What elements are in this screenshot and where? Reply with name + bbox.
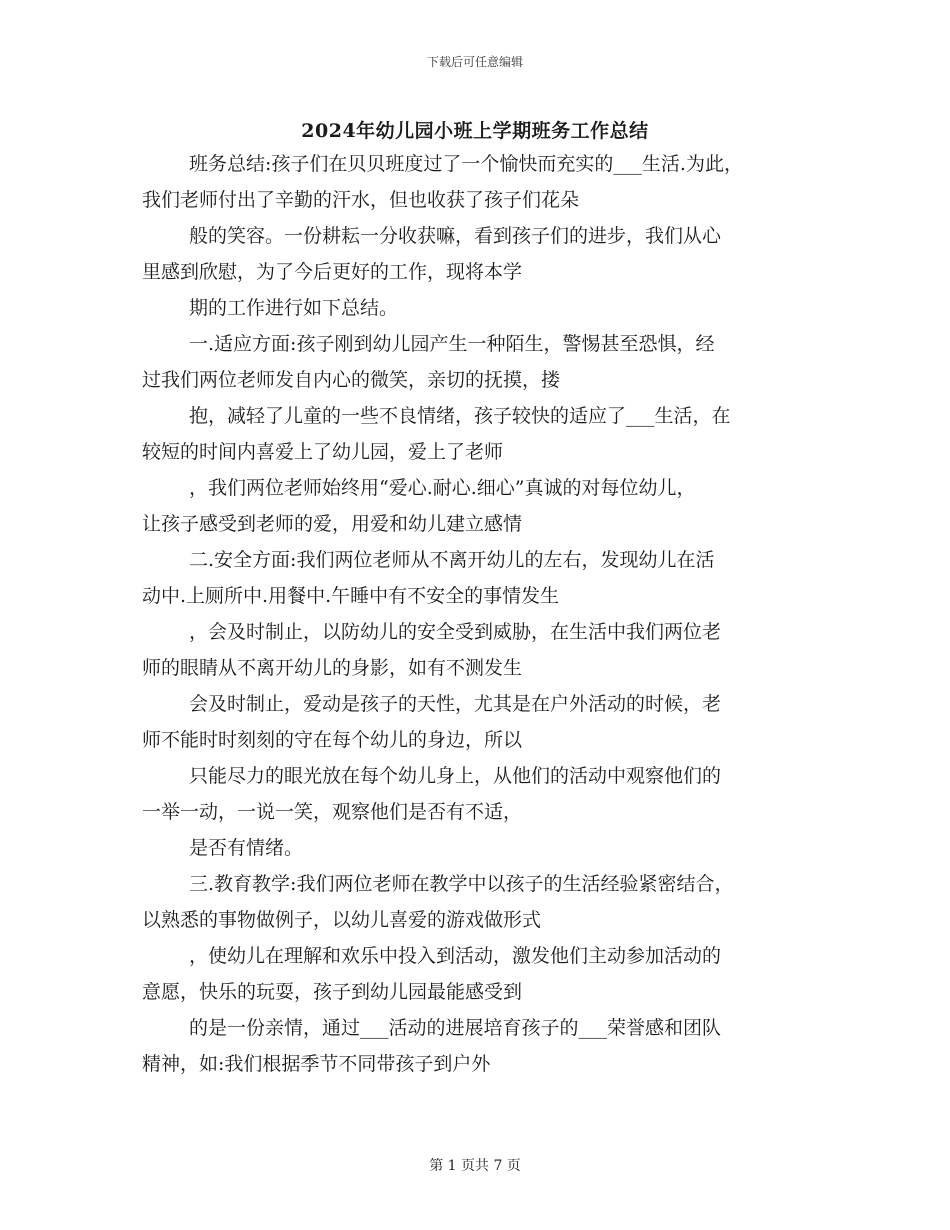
- body-line: 让孩子感受到老师的爱，用爱和幼儿建立感情: [142, 513, 523, 535]
- body-line: 里感到欣慰，为了今后更好的工作，现将本学: [142, 261, 523, 283]
- body-line: ，我们两位老师始终用“爱心.耐心.细心”真诚的对每位幼儿，: [189, 477, 696, 499]
- body-line: 意愿，快乐的玩耍，孩子到幼儿园最能感受到: [142, 981, 523, 1003]
- body-line: 是否有情绪。: [189, 837, 304, 859]
- body-line: 精神，如:我们根据季节不同带孩子到户外: [142, 1053, 491, 1075]
- body-line: 只能尽力的眼光放在每个幼儿身上，从他们的活动中观察他们的: [189, 765, 722, 787]
- body-line: 我们老师付出了辛勤的汗水，但也收获了孩子们花朵: [142, 189, 580, 211]
- header-note: 下载后可任意编辑: [426, 55, 523, 69]
- body-line: ，使幼儿在理解和欢乐中投入到活动，激发他们主动参加活动的: [189, 945, 722, 967]
- body-line: 般的笑容。一份耕耘一分收获嘛，看到孩子们的进步，我们从心: [189, 225, 722, 247]
- body-line: 一.适应方面:孩子刚到幼儿园产生一种陌生，警惕甚至恐惧，经: [189, 333, 715, 355]
- body-line: 师不能时时刻刻的守在每个幼儿的身边，所以: [142, 729, 523, 751]
- body-line: 班务总结:孩子们在贝贝班度过了一个愉快而充实的___生活.为此，: [189, 153, 743, 175]
- body-line: 的是一份亲情，通过___活动的进展培育孩子的___荣誉感和团队: [189, 1017, 722, 1039]
- document-body: [142, 150, 822, 1086]
- body-line: 二.安全方面:我们两位老师从不离开幼儿的左右，发现幼儿在活: [189, 549, 715, 571]
- body-line: 过我们两位老师发自内心的微笑，亲切的抚摸，搂: [142, 369, 561, 391]
- page-number-footer: 第 1 页共 7 页: [429, 1158, 521, 1174]
- body-line: 较短的时间内喜爱上了幼儿园，爱上了老师: [142, 441, 504, 463]
- body-line: ，会及时制止，以防幼儿的安全受到威胁，在生活中我们两位老: [189, 621, 722, 643]
- body-line: 会及时制止，爱动是孩子的天性，尤其是在户外活动的时候，老: [189, 693, 722, 715]
- body-line: 一举一动，一说一笑，观察他们是否有不适，: [142, 801, 523, 823]
- body-line: 以熟悉的事物做例子，以幼儿喜爱的游戏做形式: [142, 909, 542, 931]
- body-line: 三.教育教学:我们两位老师在教学中以孩子的生活经验紧密结合，: [189, 873, 734, 895]
- document-title: 2024年幼儿园小班上学期班务工作总结: [301, 120, 649, 142]
- body-line: 抱，减轻了儿童的一些不良情绪，孩子较快的适应了___生活，在: [189, 405, 731, 427]
- body-line: 师的眼睛从不离开幼儿的身影，如有不测发生: [142, 657, 523, 679]
- body-line: 动中.上厕所中.用餐中.午睡中有不安全的事情发生: [142, 585, 560, 607]
- body-line: 期的工作进行如下总结。: [189, 297, 399, 319]
